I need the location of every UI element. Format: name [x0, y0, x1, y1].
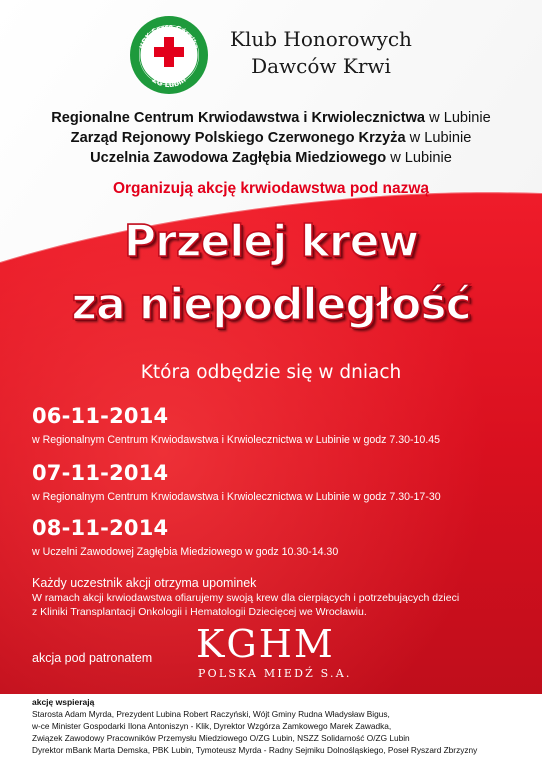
red-cross-club-logo-icon	[128, 14, 210, 96]
sponsor-subtitle: POLSKA MIEDŹ S.A.	[198, 667, 352, 680]
subtitle: Która odbędzie się w dniach	[140, 362, 402, 383]
donation-note-line1: W ramach akcji krwiodawstwa ofiarujemy swoją krew dla cierpiących i potrzebujących dzieci	[32, 592, 460, 604]
organizer-name: Zarząd Rejonowy Polskiego Czerwonego Krzyża	[70, 130, 406, 146]
title-line2: za niepodległość	[71, 279, 471, 330]
organizer-name: Regionalne Centrum Krwiodawstwa i Krwiolecznictwa	[51, 110, 426, 126]
organizer-name: Uczelnia Zawodowa Zagłębia Miedziowego	[90, 150, 387, 166]
club-name	[216, 26, 426, 80]
club-name-line2: Dawców Krwi	[251, 54, 391, 78]
event-place: w Uczelni Zawodowej Zagłębia Miedziowego w godz 10.30-14.30	[32, 546, 339, 558]
gift-note: Każdy uczestnik akcji otrzyma upominek	[32, 576, 257, 590]
club-name-line1: Klub Honorowych	[230, 27, 412, 51]
supporters-line: w-ce Minister Gospodarki Ilona Antoniszyn - Klik, Dyrektor Wzgórza Zamkowego Marek Zawadka,	[32, 721, 392, 731]
sponsor-logo-text: KGHM	[196, 622, 335, 666]
event-date: 06-11-2014	[32, 404, 169, 428]
event-place: w Regionalnym Centrum Krwiodawstwa i Krwiolecznictwa w Lubinie w godz 7.30-17-30	[32, 491, 441, 503]
donation-note-line2: z Kliniki Transplantacji Onkologii i Hematologii Dziecięcej we Wrocławiu.	[32, 605, 367, 618]
supporters-line: Starosta Adam Myrda, Prezydent Lubina Robert Raczyński, Wójt Gminy Rudna Władysław Bigus,	[32, 709, 390, 719]
patronage-label: akcja pod patronatem	[32, 651, 153, 665]
logo-ring-text-bottom: ZG Lubin	[150, 74, 188, 90]
donation-note	[32, 592, 522, 619]
title-line1: Przelej krew	[123, 216, 419, 267]
club-logo	[128, 14, 210, 96]
organizer-line	[0, 110, 542, 126]
event-date: 08-11-2014	[32, 516, 169, 540]
intro-text: Organizują akcję krwiodawstwa pod nazwą	[112, 180, 430, 197]
event-place: w Regionalnym Centrum Krwiodawstwa i Krwiolecznictwa w Lubinie w godz 7.30-10.45	[32, 434, 441, 446]
organizer-city: w Lubinie	[429, 110, 491, 126]
supporters-line: Dyrektor mBank Marta Demska, PBK Lubin, Tymoteusz Myrda - Radny Sejmiku Dolnośląskiego, Poseł Ryszard Zbrzyzny	[32, 745, 478, 755]
supporters-heading: akcję wspierają	[32, 697, 95, 707]
logo-ring-text-top: HDK Serce Górnika	[137, 22, 201, 50]
organizer-city: w Lubinie	[409, 130, 472, 146]
organizer-line	[0, 150, 542, 166]
supporters-footer	[0, 694, 542, 768]
event-date: 07-11-2014	[32, 461, 169, 485]
supporters-line: Związek Zawodowy Pracowników Przemysłu Miedziowego O/ZG Lubin, NSZZ Solidarność O/ZG Lubin	[32, 733, 410, 743]
organizer-line	[0, 130, 542, 146]
organizer-city: w Lubinie	[390, 150, 452, 166]
